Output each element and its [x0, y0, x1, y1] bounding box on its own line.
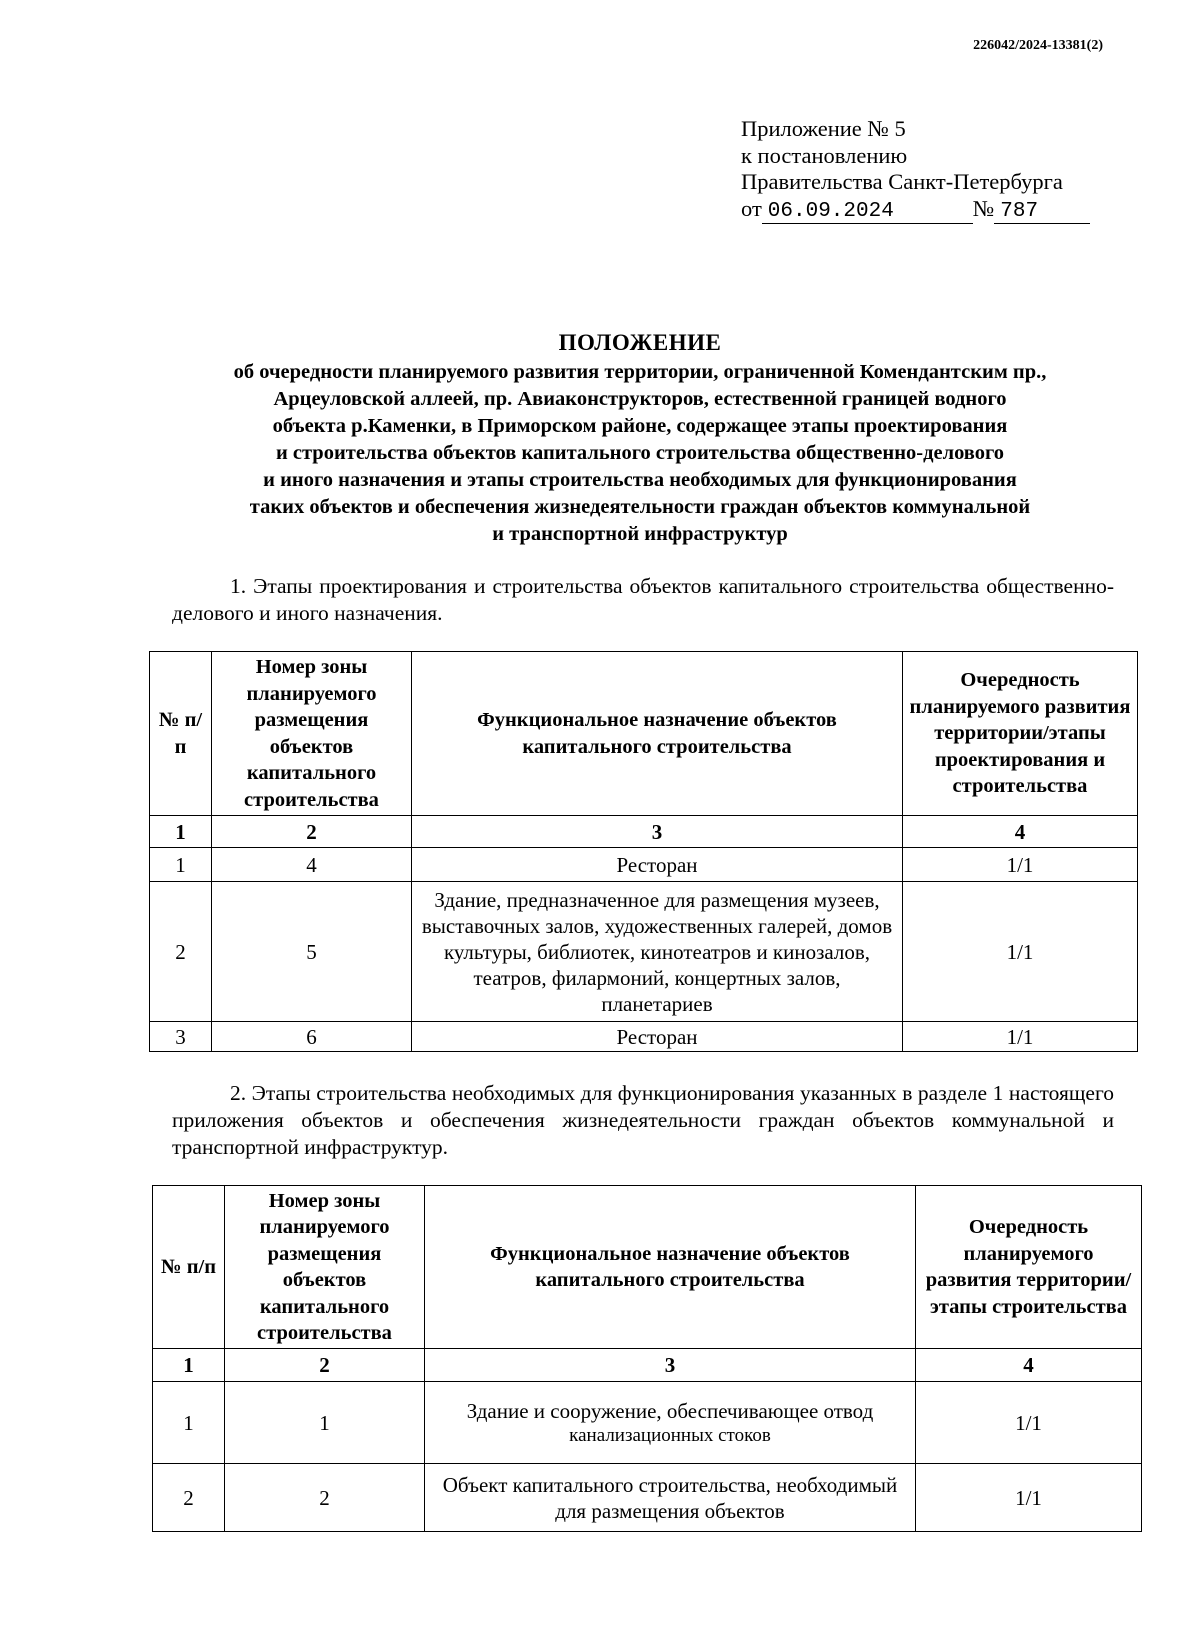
- attachment-line-1: Приложение № 5: [741, 116, 906, 141]
- table-header-row: [150, 652, 1138, 816]
- document-number: 226042/2024-13381(2): [973, 38, 1103, 53]
- cell-function: Ресторан: [412, 848, 903, 882]
- cell-function: Ресторан: [412, 1022, 903, 1052]
- cell-function: [425, 1464, 916, 1532]
- resolution-number: 787: [994, 201, 1090, 224]
- header-function: Функциональное назначение объектов капитального строительства: [412, 652, 903, 816]
- header-index: № п/п: [150, 652, 212, 816]
- title-line: Арцеуловской аллеей, пр. Авиаконструкторов, естественной границей водного: [273, 388, 1007, 410]
- cell-zone: 5: [212, 882, 412, 1022]
- header-zone-number: Номер зоны планируемого размещения объектов капитального строительства: [225, 1186, 425, 1349]
- column-number: 4: [916, 1349, 1142, 1382]
- header-zone-number: Номер зоны планируемого размещения объектов капитального строительства: [212, 652, 412, 816]
- cell-zone: 4: [212, 848, 412, 882]
- title-line: об очередности планируемого развития территории, ограниченной Комендантским пр.,: [233, 361, 1047, 383]
- number-prefix: №: [972, 195, 995, 221]
- header-index: № п/п: [153, 1186, 225, 1349]
- title-line: таких объектов и обеспечения жизнедеятельности граждан объектов коммунальной: [249, 496, 1031, 518]
- column-number: 4: [903, 816, 1138, 848]
- column-number: 1: [153, 1349, 225, 1382]
- cell-index: 2: [150, 882, 212, 1022]
- document-title: [150, 330, 1130, 548]
- section-1-text: 1. Этапы проектирования и строительства объектов капитального строительства общественно-делового и иного назначения.: [172, 574, 1114, 625]
- table-row: [150, 882, 1138, 1022]
- section-2-text: 2. Этапы строительства необходимых для функционирования указанных в разделе 1 настоящего приложения объектов и обеспечения жизнедеятельности граждан объектов коммунальной и транспортной инфраструктур.: [172, 1081, 1114, 1159]
- header-stage: Очередность планируемого развития территории/этапы строительства: [916, 1186, 1142, 1349]
- cell-zone: 6: [212, 1022, 412, 1052]
- column-number-row: [153, 1349, 1142, 1382]
- table-row: [153, 1382, 1142, 1464]
- cell-stage: 1/1: [916, 1464, 1142, 1532]
- cell-stage: 1/1: [903, 848, 1138, 882]
- column-number: 3: [425, 1349, 916, 1382]
- header-stage: Очередность планируемого развития территории/этапы проектирования и строительства: [903, 652, 1138, 816]
- title-line: и строительства объектов капитального строительства общественно-делового: [275, 442, 1005, 464]
- column-number: 3: [412, 816, 903, 848]
- column-number: 2: [212, 816, 412, 848]
- resolution-date: 06.09.2024: [762, 201, 973, 224]
- cell-function-line: Здание и сооружение, обеспечивающее отвод: [466, 1398, 874, 1423]
- cell-function-line: Объект капитального строительства, необходимый для размещения объектов: [442, 1472, 898, 1523]
- title-line: объекта р.Каменки, в Приморском районе, содержащее этапы проектирования: [272, 415, 1008, 437]
- cell-function-line: канализационных стоков: [569, 1424, 771, 1446]
- title-line: и транспортной инфраструктур: [492, 523, 788, 545]
- table-row: [150, 848, 1138, 882]
- cell-function: Здание, предназначенное для размещения музеев, выставочных залов, художественных галерей, домов культуры, библиотек, кинотеатров и кинозалов, театров, филармоний, концертных залов, планетариев: [412, 882, 903, 1022]
- cell-zone: 1: [225, 1382, 425, 1464]
- section-2-table: [152, 1185, 1142, 1532]
- attachment-line-3: Правительства Санкт-Петербурга: [741, 169, 1063, 194]
- column-number: 2: [225, 1349, 425, 1382]
- attachment-date-line: [741, 196, 1090, 224]
- table-row: [153, 1464, 1142, 1532]
- attachment-line-2: к постановлению: [741, 142, 908, 168]
- attachment-block: [741, 116, 1090, 224]
- cell-index: 3: [150, 1022, 212, 1052]
- cell-stage: 1/1: [916, 1382, 1142, 1464]
- from-prefix: от: [741, 195, 762, 221]
- title-line: и иного назначения и этапы строительства необходимых для функционирования: [263, 469, 1017, 491]
- section-1-table: [149, 651, 1138, 1052]
- cell-index: 1: [153, 1382, 225, 1464]
- cell-function: [425, 1382, 916, 1464]
- cell-stage: 1/1: [903, 882, 1138, 1022]
- table-row: [150, 1022, 1138, 1052]
- cell-stage: 1/1: [903, 1022, 1138, 1052]
- cell-index: 1: [150, 848, 212, 882]
- cell-zone: 2: [225, 1464, 425, 1532]
- cell-index: 2: [153, 1464, 225, 1532]
- title-heading: ПОЛОЖЕНИЕ: [558, 330, 722, 355]
- column-number-row: [150, 816, 1138, 848]
- table-header-row: [153, 1186, 1142, 1349]
- column-number: 1: [150, 816, 212, 848]
- header-function: Функциональное назначение объектов капитального строительства: [425, 1186, 916, 1349]
